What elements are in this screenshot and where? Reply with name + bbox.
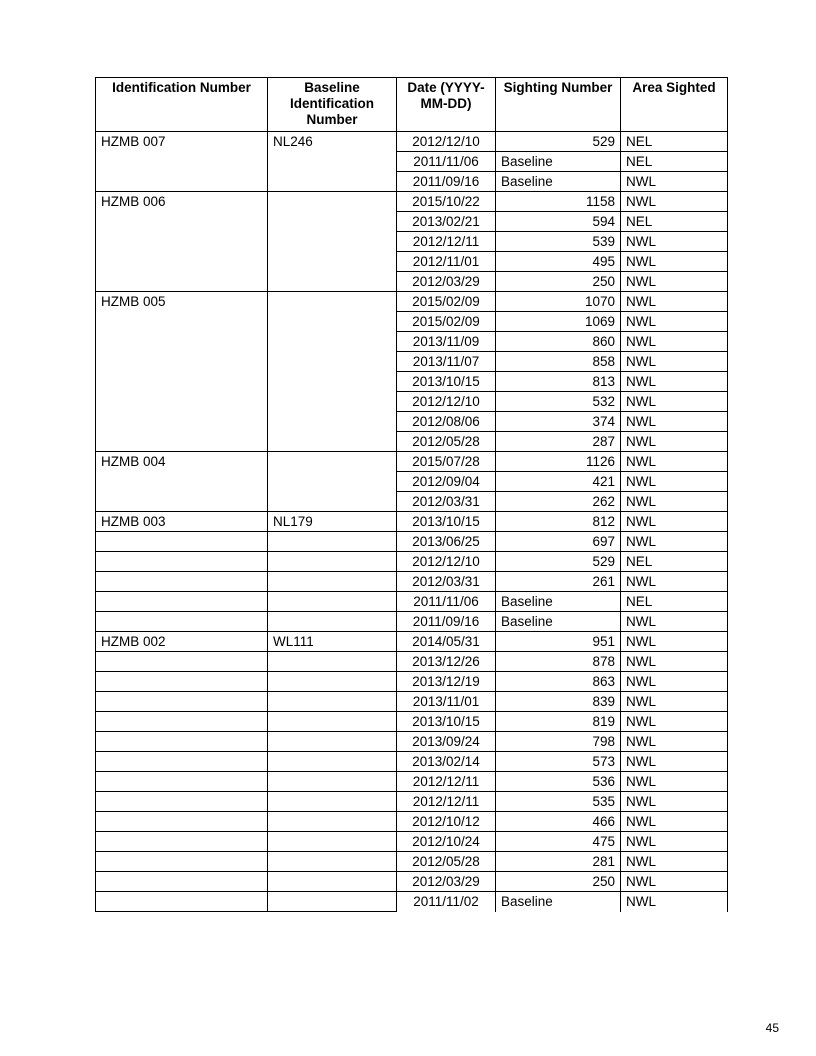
area-sighted-cell: NWL: [621, 812, 728, 832]
sighting-number-cell: 863: [496, 672, 621, 692]
area-sighted-cell: NEL: [621, 212, 728, 232]
date-cell: 2013/11/07: [397, 352, 496, 372]
identification-number-cell: [96, 772, 268, 792]
table-row: [96, 752, 728, 772]
identification-number-cell: [96, 832, 268, 852]
date-cell: 2012/12/10: [397, 552, 496, 572]
table-row: [96, 772, 728, 792]
date-cell: 2012/05/28: [397, 852, 496, 872]
baseline-id-cell: [268, 792, 397, 812]
date-cell: 2011/09/16: [397, 172, 496, 192]
identification-number-cell: [96, 492, 268, 512]
sighting-number-cell: 858: [496, 352, 621, 372]
date-cell: 2012/12/11: [397, 232, 496, 252]
header-area-sighted: Area Sighted: [621, 78, 728, 132]
table-row: [96, 552, 728, 572]
baseline-id-cell: [268, 612, 397, 632]
sighting-number-cell: 573: [496, 752, 621, 772]
sightings-table: [95, 77, 728, 912]
sighting-number-cell: 250: [496, 872, 621, 892]
identification-number-cell: [96, 312, 268, 332]
sighting-number-cell: 475: [496, 832, 621, 852]
identification-number-cell: [96, 732, 268, 752]
area-sighted-cell: NEL: [621, 552, 728, 572]
table-row: [96, 832, 728, 852]
sighting-number-cell: 1069: [496, 312, 621, 332]
table-row: [96, 612, 728, 632]
sighting-number-cell: 951: [496, 632, 621, 652]
area-sighted-cell: NEL: [621, 132, 728, 152]
area-sighted-cell: NWL: [621, 712, 728, 732]
identification-number-cell: [96, 572, 268, 592]
date-cell: 2014/05/31: [397, 632, 496, 652]
date-cell: 2013/10/15: [397, 372, 496, 392]
sighting-number-cell: 374: [496, 412, 621, 432]
baseline-id-cell: [268, 172, 397, 192]
table-row: [96, 632, 728, 652]
table-row: [96, 572, 728, 592]
date-cell: 2013/02/21: [397, 212, 496, 232]
page-number: 45: [765, 1021, 779, 1035]
baseline-id-cell: [268, 872, 397, 892]
area-sighted-cell: NWL: [621, 192, 728, 212]
baseline-id-cell: [268, 212, 397, 232]
table-row: [96, 692, 728, 712]
sighting-number-cell: 812: [496, 512, 621, 532]
date-cell: 2013/12/19: [397, 672, 496, 692]
sighting-number-cell: Baseline: [496, 592, 621, 612]
sighting-number-cell: 839: [496, 692, 621, 712]
table-row: [96, 252, 728, 272]
identification-number-cell: [96, 432, 268, 452]
identification-number-cell: [96, 152, 268, 172]
area-sighted-cell: NWL: [621, 892, 728, 912]
date-cell: 2015/02/09: [397, 312, 496, 332]
sighting-number-cell: 535: [496, 792, 621, 812]
identification-number-cell: [96, 752, 268, 772]
baseline-id-cell: [268, 352, 397, 372]
baseline-id-cell: NL246: [268, 132, 397, 152]
table-row: [96, 652, 728, 672]
sighting-number-cell: 1158: [496, 192, 621, 212]
sighting-number-cell: 813: [496, 372, 621, 392]
table-row: [96, 512, 728, 532]
area-sighted-cell: NWL: [621, 472, 728, 492]
identification-number-cell: [96, 232, 268, 252]
baseline-id-cell: [268, 752, 397, 772]
identification-number-cell: [96, 392, 268, 412]
identification-number-cell: [96, 812, 268, 832]
area-sighted-cell: NWL: [621, 852, 728, 872]
area-sighted-cell: NWL: [621, 832, 728, 852]
area-sighted-cell: NWL: [621, 512, 728, 532]
area-sighted-cell: NWL: [621, 432, 728, 452]
baseline-id-cell: [268, 652, 397, 672]
area-sighted-cell: NWL: [621, 532, 728, 552]
table-row: [96, 292, 728, 312]
table-header-row: [96, 78, 728, 132]
date-cell: 2012/05/28: [397, 432, 496, 452]
baseline-id-cell: [268, 412, 397, 432]
table-row: [96, 192, 728, 212]
area-sighted-cell: NWL: [621, 732, 728, 752]
area-sighted-cell: NWL: [621, 292, 728, 312]
area-sighted-cell: NWL: [621, 392, 728, 412]
sighting-number-cell: 466: [496, 812, 621, 832]
area-sighted-cell: NWL: [621, 672, 728, 692]
area-sighted-cell: NWL: [621, 772, 728, 792]
baseline-id-cell: WL111: [268, 632, 397, 652]
table-row: [96, 432, 728, 452]
area-sighted-cell: NWL: [621, 332, 728, 352]
identification-number-cell: [96, 612, 268, 632]
baseline-id-cell: [268, 712, 397, 732]
identification-number-cell: [96, 372, 268, 392]
baseline-id-cell: [268, 812, 397, 832]
identification-number-cell: [96, 472, 268, 492]
table-row: [96, 272, 728, 292]
identification-number-cell: [96, 692, 268, 712]
baseline-id-cell: [268, 452, 397, 472]
area-sighted-cell: NWL: [621, 692, 728, 712]
area-sighted-cell: NWL: [621, 752, 728, 772]
table-row: [96, 892, 728, 912]
sighting-number-cell: 819: [496, 712, 621, 732]
table-row: [96, 812, 728, 832]
table-row: [96, 872, 728, 892]
identification-number-cell: [96, 552, 268, 572]
area-sighted-cell: NWL: [621, 612, 728, 632]
sighting-number-cell: 594: [496, 212, 621, 232]
date-cell: 2012/10/24: [397, 832, 496, 852]
table-row: [96, 592, 728, 612]
date-cell: 2011/11/06: [397, 592, 496, 612]
identification-number-cell: [96, 672, 268, 692]
date-cell: 2012/03/29: [397, 272, 496, 292]
baseline-id-cell: [268, 472, 397, 492]
sighting-number-cell: 878: [496, 652, 621, 672]
identification-number-cell: [96, 892, 268, 912]
identification-number-cell: [96, 412, 268, 432]
baseline-id-cell: [268, 672, 397, 692]
table-row: [96, 392, 728, 412]
date-cell: 2011/11/06: [397, 152, 496, 172]
date-cell: 2013/06/25: [397, 532, 496, 552]
sighting-number-cell: 287: [496, 432, 621, 452]
table-row: [96, 312, 728, 332]
sighting-number-cell: 798: [496, 732, 621, 752]
baseline-id-cell: [268, 312, 397, 332]
table-row: [96, 412, 728, 432]
sighting-number-cell: 250: [496, 272, 621, 292]
identification-number-cell: [96, 712, 268, 732]
sighting-number-cell: 860: [496, 332, 621, 352]
baseline-id-cell: [268, 292, 397, 312]
sighting-number-cell: 539: [496, 232, 621, 252]
identification-number-cell: [96, 592, 268, 612]
area-sighted-cell: NWL: [621, 172, 728, 192]
table-row: [96, 792, 728, 812]
identification-number-cell: HZMB 005: [96, 292, 268, 312]
baseline-id-cell: [268, 852, 397, 872]
area-sighted-cell: NWL: [621, 352, 728, 372]
sighting-number-cell: Baseline: [496, 892, 621, 912]
baseline-id-cell: [268, 772, 397, 792]
header-baseline-identification-number: Baseline Identification Number: [268, 78, 397, 132]
sighting-number-cell: 495: [496, 252, 621, 272]
table-row: [96, 172, 728, 192]
identification-number-cell: [96, 792, 268, 812]
table-row: [96, 352, 728, 372]
baseline-id-cell: [268, 392, 397, 412]
sighting-number-cell: 697: [496, 532, 621, 552]
baseline-id-cell: [268, 192, 397, 212]
table-row: [96, 212, 728, 232]
baseline-id-cell: [268, 432, 397, 452]
date-cell: 2013/12/26: [397, 652, 496, 672]
identification-number-cell: HZMB 006: [96, 192, 268, 212]
identification-number-cell: [96, 532, 268, 552]
header-identification-number: Identification Number: [96, 78, 268, 132]
area-sighted-cell: NWL: [621, 272, 728, 292]
baseline-id-cell: [268, 592, 397, 612]
identification-number-cell: HZMB 007: [96, 132, 268, 152]
area-sighted-cell: NWL: [621, 632, 728, 652]
identification-number-cell: [96, 852, 268, 872]
baseline-id-cell: [268, 372, 397, 392]
area-sighted-cell: NEL: [621, 592, 728, 612]
area-sighted-cell: NWL: [621, 412, 728, 432]
area-sighted-cell: NWL: [621, 452, 728, 472]
table-row: [96, 372, 728, 392]
sighting-number-cell: 532: [496, 392, 621, 412]
identification-number-cell: [96, 872, 268, 892]
date-cell: 2012/03/31: [397, 492, 496, 512]
date-cell: 2012/11/01: [397, 252, 496, 272]
sighting-number-cell: Baseline: [496, 152, 621, 172]
table-row: [96, 472, 728, 492]
sighting-number-cell: 1126: [496, 452, 621, 472]
sighting-number-cell: 421: [496, 472, 621, 492]
table-body: [96, 132, 728, 912]
identification-number-cell: [96, 272, 268, 292]
table-row: [96, 712, 728, 732]
baseline-id-cell: [268, 252, 397, 272]
area-sighted-cell: NWL: [621, 572, 728, 592]
date-cell: 2012/03/29: [397, 872, 496, 892]
table-row: [96, 672, 728, 692]
date-cell: 2012/12/11: [397, 772, 496, 792]
date-cell: 2011/09/16: [397, 612, 496, 632]
area-sighted-cell: NEL: [621, 152, 728, 172]
area-sighted-cell: NWL: [621, 232, 728, 252]
baseline-id-cell: [268, 232, 397, 252]
table-row: [96, 732, 728, 752]
sighting-number-cell: 529: [496, 552, 621, 572]
date-cell: 2015/02/09: [397, 292, 496, 312]
sighting-number-cell: 536: [496, 772, 621, 792]
sighting-number-cell: Baseline: [496, 612, 621, 632]
baseline-id-cell: [268, 152, 397, 172]
sighting-number-cell: Baseline: [496, 172, 621, 192]
identification-number-cell: [96, 252, 268, 272]
sighting-number-cell: 261: [496, 572, 621, 592]
table-row: [96, 852, 728, 872]
baseline-id-cell: NL179: [268, 512, 397, 532]
header-sighting-number: Sighting Number: [496, 78, 621, 132]
identification-number-cell: HZMB 003: [96, 512, 268, 532]
baseline-id-cell: [268, 272, 397, 292]
baseline-id-cell: [268, 892, 397, 912]
sighting-number-cell: 529: [496, 132, 621, 152]
date-cell: 2012/03/31: [397, 572, 496, 592]
baseline-id-cell: [268, 832, 397, 852]
identification-number-cell: HZMB 002: [96, 632, 268, 652]
baseline-id-cell: [268, 332, 397, 352]
baseline-id-cell: [268, 572, 397, 592]
date-cell: 2013/11/01: [397, 692, 496, 712]
date-cell: 2012/12/10: [397, 392, 496, 412]
date-cell: 2012/12/11: [397, 792, 496, 812]
date-cell: 2012/09/04: [397, 472, 496, 492]
date-cell: 2013/02/14: [397, 752, 496, 772]
identification-number-cell: HZMB 004: [96, 452, 268, 472]
date-cell: 2015/07/28: [397, 452, 496, 472]
table-row: [96, 532, 728, 552]
area-sighted-cell: NWL: [621, 372, 728, 392]
baseline-id-cell: [268, 692, 397, 712]
area-sighted-cell: NWL: [621, 652, 728, 672]
identification-number-cell: [96, 352, 268, 372]
identification-number-cell: [96, 212, 268, 232]
area-sighted-cell: NWL: [621, 872, 728, 892]
date-cell: 2013/10/15: [397, 512, 496, 532]
sighting-number-cell: 262: [496, 492, 621, 512]
date-cell: 2012/12/10: [397, 132, 496, 152]
date-cell: 2015/10/22: [397, 192, 496, 212]
table-row: [96, 152, 728, 172]
area-sighted-cell: NWL: [621, 252, 728, 272]
date-cell: 2011/11/02: [397, 892, 496, 912]
sighting-number-cell: 1070: [496, 292, 621, 312]
area-sighted-cell: NWL: [621, 312, 728, 332]
baseline-id-cell: [268, 732, 397, 752]
date-cell: 2012/10/12: [397, 812, 496, 832]
area-sighted-cell: NWL: [621, 492, 728, 512]
header-date: Date (YYYY-MM-DD): [397, 78, 496, 132]
table-row: [96, 232, 728, 252]
baseline-id-cell: [268, 492, 397, 512]
sighting-number-cell: 281: [496, 852, 621, 872]
table-row: [96, 132, 728, 152]
date-cell: 2012/08/06: [397, 412, 496, 432]
baseline-id-cell: [268, 552, 397, 572]
date-cell: 2013/11/09: [397, 332, 496, 352]
date-cell: 2013/09/24: [397, 732, 496, 752]
identification-number-cell: [96, 332, 268, 352]
identification-number-cell: [96, 172, 268, 192]
table-row: [96, 452, 728, 472]
date-cell: 2013/10/15: [397, 712, 496, 732]
baseline-id-cell: [268, 532, 397, 552]
table-row: [96, 332, 728, 352]
area-sighted-cell: NWL: [621, 792, 728, 812]
table-row: [96, 492, 728, 512]
identification-number-cell: [96, 652, 268, 672]
